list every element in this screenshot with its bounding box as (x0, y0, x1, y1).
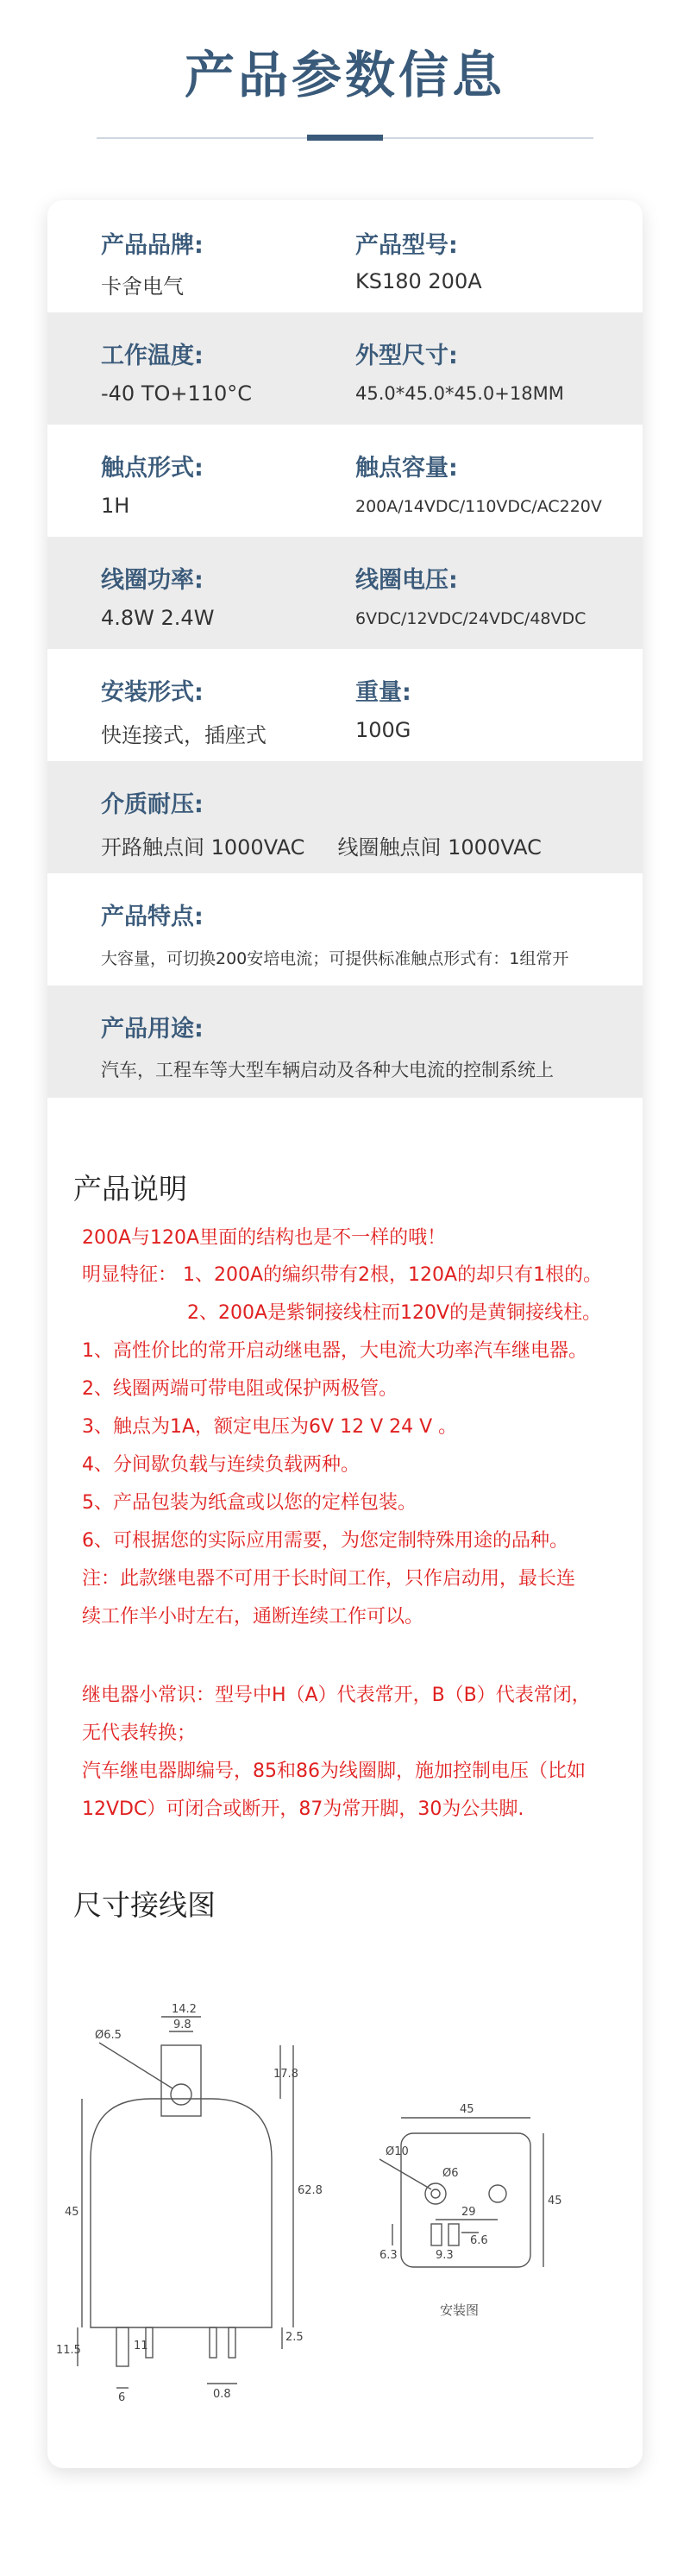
usage-value: 汽车，工程车等大型车辆启动及各种大电流的控制系统上 (101, 1060, 554, 1080)
coil-voltage-value: 6VDC/12VDC/24VDC/48VDC (355, 609, 586, 628)
dielectric-label: 介质耐压: (101, 791, 204, 818)
dim-label: 9.8 (173, 2019, 191, 2031)
brand-label: 产品品牌: (101, 232, 204, 259)
description-line: 无代表转换； (82, 1723, 197, 1744)
spec-row-mount (47, 649, 643, 761)
contact-capacity-value: 200A/14VDC/110VDC/AC220V (355, 497, 602, 516)
coil-power-value: 4.8W 2.4W (101, 606, 215, 630)
usage-label: 产品用途: (101, 1016, 204, 1042)
contact-form-value: 1H (101, 494, 130, 518)
spec-row-dielectric (47, 761, 643, 873)
description-line: 12VDC）可闭合或断开，87为常开脚，30为公共脚. (82, 1798, 524, 1820)
description-line: 明显特征： 1、200A的编织带有2根，120A的却只有1根的。 (82, 1264, 603, 1286)
dim-label: 45 (65, 2206, 79, 2219)
diagram-heading: 尺寸接线图 (73, 1888, 216, 1922)
coil-power-label: 线圈功率: (101, 567, 204, 594)
weight-value: 100G (355, 718, 411, 742)
temp-label: 工作温度: (101, 343, 204, 369)
model-value: KS180 200A (355, 269, 482, 293)
dim-label: 11.5 (56, 2344, 81, 2357)
size-label: 外型尺寸: (355, 343, 458, 369)
spec-row-usage (47, 986, 643, 1098)
dim-label: 45 (548, 2195, 562, 2208)
mount-label: 安装形式: (101, 679, 204, 706)
coil-voltage-label: 线圈电压: (355, 567, 458, 594)
description-line: 继电器小常识：型号中H（A）代表常开，B（B）代表常闭， (82, 1685, 591, 1706)
temp-value: -40 TO+110°C (101, 381, 253, 406)
dim-label: 0.8 (213, 2388, 231, 2401)
features-value: 大容量，可切换200安培电流；可提供标准触点形式有：1组常开 (101, 949, 569, 968)
dim-label: 29 (461, 2206, 476, 2219)
spec-row-temperature (47, 312, 643, 425)
description-line: 6、可根据您的实际应用需要，为您定制特殊用途的品种。 (82, 1530, 568, 1552)
dielectric-value: 开路触点间 1000VAC 线圈触点间 1000VAC (101, 835, 542, 860)
spec-row-contact (47, 425, 643, 537)
size-value: 45.0*45.0*45.0+18MM (355, 383, 564, 404)
dim-label: 17.8 (273, 2068, 298, 2081)
dim-label: 6.3 (380, 2249, 398, 2262)
dim-label: 62.8 (298, 2184, 323, 2197)
description-line: 3、触点为1A，额定电压为6V 12 V 24 V 。 (82, 1416, 458, 1438)
description-line: 续工作半小时左右，通断连续工作可以。 (82, 1606, 424, 1628)
description-heading: 产品说明 (73, 1172, 187, 1206)
mount-caption: 安装图 (440, 2302, 480, 2318)
title-accent-bar (307, 135, 383, 141)
dimension-drawing (47, 1969, 643, 2418)
description-line: 5、产品包装为纸盒或以您的定样包装。 (82, 1492, 417, 1514)
dim-label: 9.3 (436, 2249, 454, 2262)
description-line: 1、高性价比的常开启动继电器，大电流大功率汽车继电器。 (82, 1340, 587, 1362)
description-line: 2、线圈两端可带电阻或保护两极管。 (82, 1378, 398, 1400)
dim-label: Ø10 (386, 2145, 409, 2158)
page-title: 产品参数信息 (184, 46, 505, 104)
dim-label: 11 (134, 2340, 148, 2352)
brand-value: 卡舍电气 (101, 274, 184, 299)
weight-label: 重量: (355, 679, 411, 706)
description-line: 2、200A是紫铜接线柱而120V的是黄铜接线柱。 (187, 1302, 602, 1324)
dim-label: 14.2 (172, 2003, 197, 2016)
features-label: 产品特点: (101, 904, 204, 930)
description-line: 汽车继电器脚编号，85和86为线圈脚，施加控制电压（比如 (82, 1760, 586, 1782)
dim-label: Ø6 (442, 2167, 459, 2180)
spec-row-features (47, 873, 643, 986)
description-line: 4、分间歇负载与连续负载两种。 (82, 1454, 360, 1476)
dim-label: 2.5 (285, 2331, 304, 2344)
dim-label: 45 (460, 2103, 474, 2116)
dim-label: 6 (118, 2391, 126, 2404)
description-line: 200A与120A里面的结构也是不一样的哦！ (82, 1227, 447, 1249)
dim-label: 6.6 (470, 2234, 488, 2247)
spec-row-brand (47, 200, 643, 312)
contact-form-label: 触点形式: (101, 455, 204, 482)
contact-capacity-label: 触点容量: (355, 455, 458, 482)
model-label: 产品型号: (355, 232, 458, 259)
description-line: 注：此款继电器不可用于长时间工作，只作启动用，最长连 (82, 1568, 576, 1590)
mount-value: 快连接式，插座式 (101, 723, 267, 747)
spec-row-coil (47, 537, 643, 649)
product-card (47, 200, 643, 2468)
dim-label: Ø6.5 (95, 2029, 122, 2042)
